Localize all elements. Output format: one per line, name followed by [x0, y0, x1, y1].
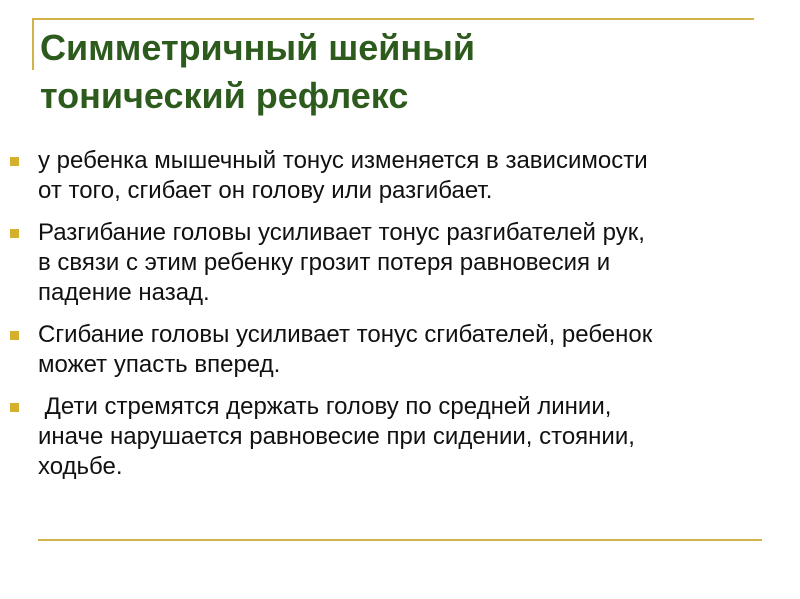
square-bullet-icon	[10, 331, 19, 340]
bullet-2-line-3: падение назад.	[38, 279, 210, 306]
bullet-2-line-1: Разгибание головы усиливает тонус разгибателей рук,	[38, 219, 645, 246]
bullet-item-2	[0, 218, 800, 308]
bullet-4-line-3: ходьбе.	[38, 453, 123, 480]
bullet-2-line-2: в связи с этим ребенку грозит потеря равновесия и	[38, 249, 611, 276]
bullet-3-line-1: Сгибание головы усиливает тонус сгибателей, ребенок	[38, 321, 653, 348]
bullet-4-line-2: иначе нарушается равновесие при сидении, стоянии,	[38, 423, 635, 450]
title-line-1: Симметричный шейный	[40, 27, 475, 68]
bullet-text-1	[38, 146, 772, 206]
square-bullet-icon	[10, 403, 19, 412]
square-bullet-icon	[10, 229, 19, 238]
bullet-list	[0, 146, 800, 494]
bullet-1-line-1: у ребенка мышечный тонус изменяется в зависимости	[38, 147, 648, 174]
bottom-rule	[38, 539, 762, 541]
bullet-4-line-1: Дети стремятся держать голову по средней линии,	[38, 393, 612, 420]
bullet-text-4	[38, 392, 772, 482]
title-frame-top-rule	[32, 18, 754, 20]
bullet-3-line-2: может упасть вперед.	[38, 351, 281, 378]
bullet-text-3	[38, 320, 772, 380]
bullet-item-4	[0, 392, 800, 482]
slide-title	[40, 24, 740, 120]
bullet-text-2	[38, 218, 772, 308]
title-line-2: тонический рефлекс	[40, 75, 409, 116]
title-frame-left-rule	[32, 18, 34, 70]
bullet-1-line-2: от того, сгибает он голову или разгибает.	[38, 177, 493, 204]
bullet-item-3	[0, 320, 800, 380]
bullet-item-1	[0, 146, 800, 206]
square-bullet-icon	[10, 157, 19, 166]
